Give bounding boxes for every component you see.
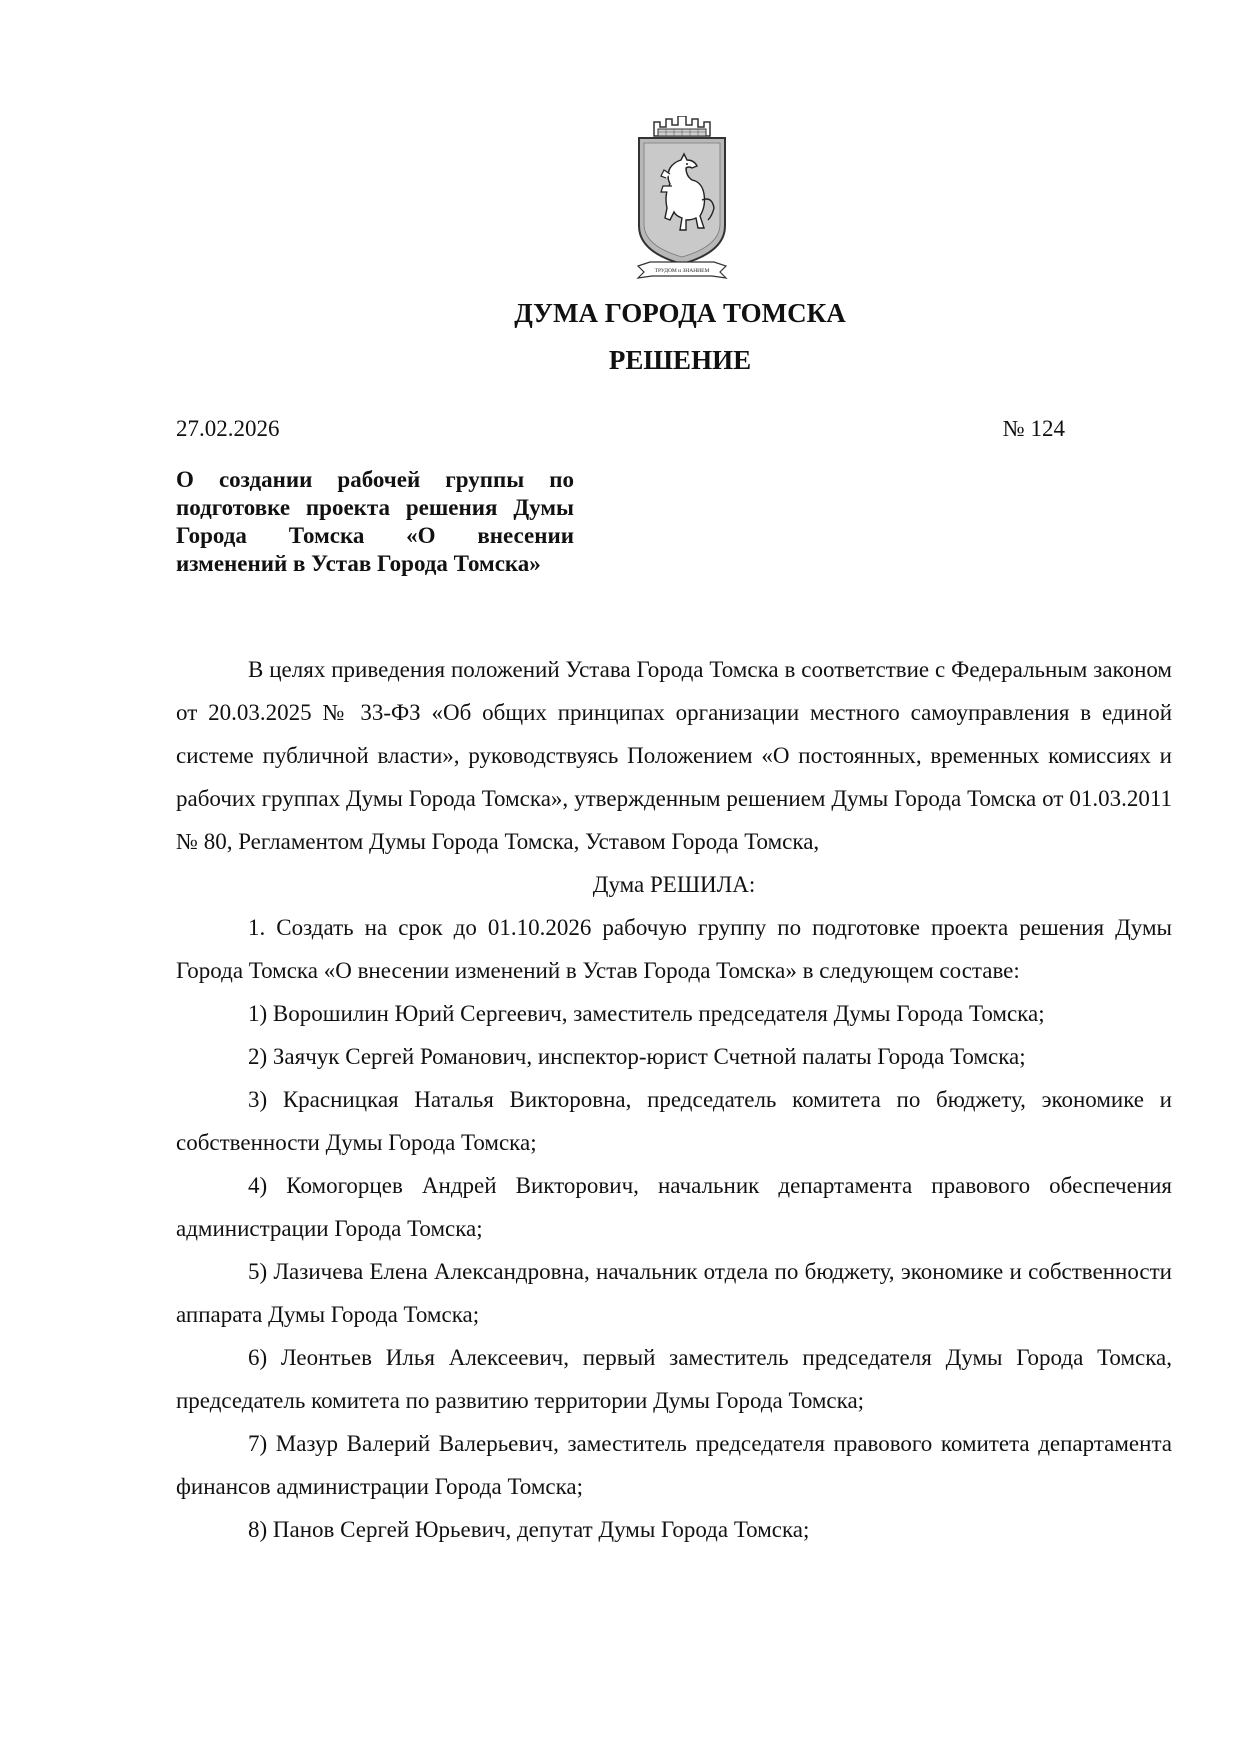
clause-1: 1. Создать на срок до 01.10.2026 рабочую группу по подготовке проекта решения Думы Города Томска «О внесении изменений в Устав Города Томска» в следующем составе:	[176, 915, 1172, 983]
member-item: 7) Мазур Валерий Валерьевич, заместитель председателя правового комитета департамента финансов администрации Города Томска;	[176, 1431, 1172, 1499]
decision-number: № 124	[1002, 416, 1065, 441]
preamble-paragraph: В целях приведения положений Устава Города Томска в соответствие с Федеральным законом от 20.03.2025 № 33-ФЗ «Об общих принципах организации местного самоуправления в единой системе публичной власти», руководствуясь Положением «О постоянных, временных комиссиях и рабочих группах Думы Города Томска», утвержденным решением Думы Города Томска от 01.03.2011 № 80, Регламентом Думы Города Томска, Уставом Города Томска,	[176, 657, 1172, 854]
member-item: 8) Панов Сергей Юрьевич, депутат Думы Города Томска;	[248, 1517, 810, 1542]
council-name: ДУМА ГОРОДА ТОМСКА	[514, 298, 846, 328]
member-item: 4) Комогорцев Андрей Викторович, начальник департамента правового обеспечения администрации Города Томска;	[176, 1173, 1172, 1241]
svg-text:ТРУДОМ и ЗНАНИЕМ: ТРУДОМ и ЗНАНИЕМ	[654, 268, 710, 274]
decision-subject: О создании рабочей группы по подготовке проекта решения Думы Города Томска «О внесении изменений в Устав Города Томска»	[176, 467, 574, 576]
decision-date: 27.02.2026	[176, 416, 280, 441]
member-item: 3) Красницкая Наталья Викторовна, председатель комитета по бюджету, экономике и собственности Думы Города Томска;	[176, 1087, 1172, 1155]
member-item: 5) Лазичева Елена Александровна, начальник отдела по бюджету, экономике и собственности аппарата Думы Города Томска;	[176, 1259, 1172, 1327]
city-coat-of-arms-icon	[634, 116, 730, 286]
decision-label: Дума РЕШИЛА:	[592, 872, 756, 897]
member-item: 2) Заячук Сергей Романович, инспектор-юрист Счетной палаты Города Томска;	[248, 1044, 1026, 1069]
member-item: 1) Ворошилин Юрий Сергеевич, заместитель председателя Думы Города Томска;	[248, 1001, 1045, 1026]
decision-body	[176, 648, 1172, 1551]
document-type: РЕШЕНИЕ	[608, 345, 752, 375]
member-item: 6) Леонтьев Илья Алексеевич, первый заместитель председателя Думы Города Томска, председатель комитета по развитию территории Думы Города Томска;	[176, 1345, 1172, 1413]
